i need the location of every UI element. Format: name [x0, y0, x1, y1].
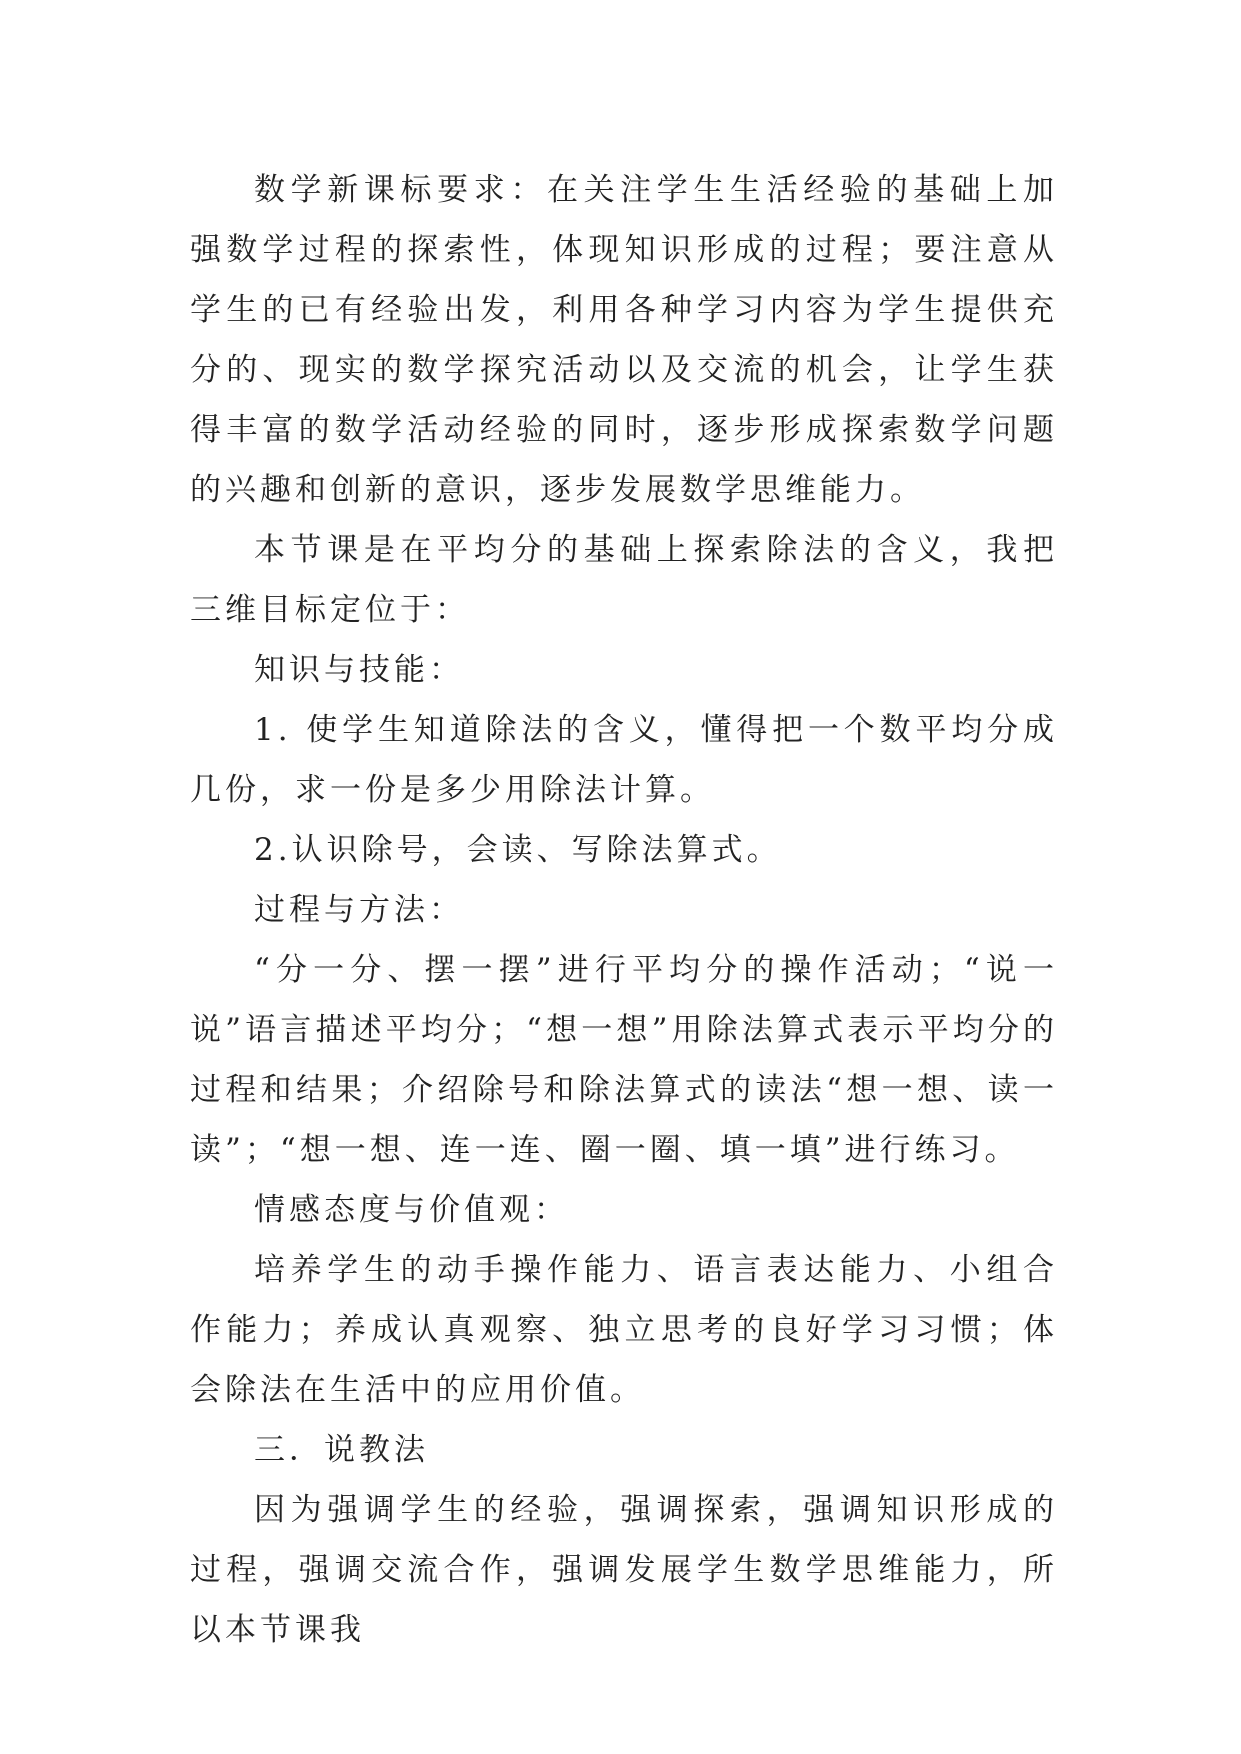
- heading-emotion-attitude-values: 情感态度与价值观：: [254, 1192, 569, 1228]
- paragraph-curriculum-requirements: 数学新课标要求：在关注学生生活经验的基础上加强数学过程的探索性，体现知识形成的过程；要注意从学生的已有经验出发，利用各种学习内容为学生提供充分的、现实的数学探究活动以及交流的机会，让学生获得丰富的数学活动经验的同时，逐步形成探索数学问题的兴趣和创新的意识，逐步发展数学思维能力。: [190, 172, 1058, 508]
- heading-process-and-method: 过程与方法：: [254, 892, 464, 928]
- document-body: [190, 160, 1058, 1660]
- paragraph-teaching-method-reasoning: 因为强调学生的经验，强调探索，强调知识形成的过程，强调交流合作，强调发展学生数学思维能力，所以本节课我: [190, 1492, 1058, 1648]
- list-item-2: 2.认识除号，会读、写除法算式。: [254, 832, 782, 868]
- paragraph-emotion-goals: 培养学生的动手操作能力、语言表达能力、小组合作能力；养成认真观察、独立思考的良好学习习惯；体会除法在生活中的应用价值。: [190, 1252, 1058, 1408]
- list-item-1: 1. 使学生知道除法的含义，懂得把一个数平均分成几份，求一份是多少用除法计算。: [190, 712, 1058, 808]
- heading-knowledge-and-skills: 知识与技能：: [254, 652, 464, 688]
- paragraph-process-activities: “分一分、摆一摆”进行平均分的操作活动；“说一说”语言描述平均分；“想一想”用除法算式表示平均分的过程和结果；介绍除号和除法算式的读法“想一想、读一读”；“想一想、连一连、圈一圈、填一填”进行练习。: [190, 952, 1058, 1168]
- paragraph-three-dimensional-goals: 本节课是在平均分的基础上探索除法的含义，我把三维目标定位于：: [190, 532, 1058, 628]
- heading-teaching-method: 三．说教法: [254, 1432, 429, 1468]
